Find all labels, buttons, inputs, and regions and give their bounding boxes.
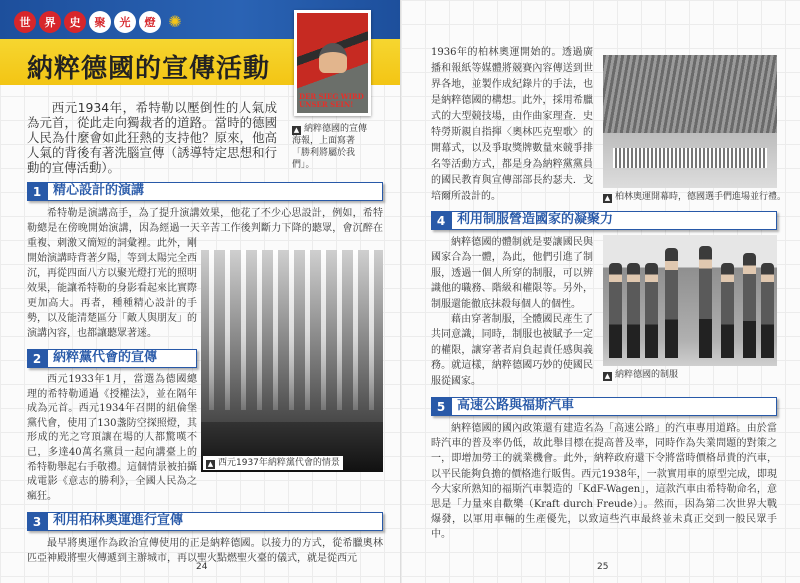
rally-figure (201, 250, 383, 472)
uniform-figure (603, 235, 777, 381)
section-2-text: 西元1933年1月，當選為德國總理的希特勒通過《授權法》，並在隔年成為元首。西元1934年召開的紐倫堡黨代會，使用了130盞防空探照燈，其形成的光之穹頂讓在場的人都驚嘆不已，多達40萬名黨員一起向講臺上的希特勒舉起右手敬禮。這個情景被拍攝成電影《意志的勝利》，全國人民為之瘋狂。 (27, 374, 197, 502)
up-arrow-icon: ▲ (604, 372, 611, 380)
nazi-uniform-photo (603, 235, 777, 366)
section-5-text: 納粹德國的國內政策還有建造名為「高速公路」的汽車專用道路。由於當時汽車的普及率仍低，故此舉目標在提高普及率，同時作為失業問題的對策之一，即增加勞工的就業機會。此外，納粹政府還下令將當時價格昂貴的汽車，以平民能夠負擔的價格進行販售。西元1938年，一款實用車的原型完成，即現今大家所熟知的福斯汽車製造的「KdF-Wagen」，這款汽車由希特勒命名，意思是「力量來自歡樂（Kraft durch Freude）」。然而，因為第二次世界大戰爆發，以軍用車輛的生產優先，以致這些汽車最終並未真正交到一般民眾手中。 (431, 423, 777, 541)
rally-searchlight-photo (201, 250, 383, 472)
uniform-caption: ▲ 納粹德國的制服 (604, 370, 679, 380)
series-badge (14, 11, 186, 33)
up-arrow-icon: ▲ (604, 194, 611, 202)
section-4-text: 納粹德國的體制就是要讓國民與國家合為一體，為此，他們引進了制服，透過一個人所穿的制服，可以辨識他的職務、階級和權限等。另外，制服還能徹底抹殺每個人的個性。 藉由穿著制服，全體國民產生了共同意識，同時，制服也被賦予一定的權限，讓穿著者肩負起責任感與義務。就這樣，納粹德國巧妙的使國民服從國家。 (431, 237, 593, 387)
section-3-text: 最早將奧運作為政治宣傳使用的正是納粹德國。以接力的方式，從希臘奧林匹亞神殿將聖火傳遞到主辦城市，再以聖火點燃聖火臺的儀式，就是從西元 (27, 538, 383, 565)
badge-char: 聚 (89, 11, 111, 33)
up-arrow-icon: ▲ (293, 126, 300, 134)
badge-char: 史 (64, 11, 86, 33)
up-arrow-icon: ▲ (207, 460, 214, 468)
section-3-text-cont: 1936年的柏林奧運開始的。透過廣播和報紙等媒體將競賽內容傳送到世界各地，並製作成紀錄片的手法，也是納粹德國的構想。此外，採用希臘式的大型競技場，由作曲家理查．史特勞斯親自指揮〈奧林匹克聖歌〉的開幕式，以及爭取獎牌數量來競爭排名等活動方式，都是身為納粹黨黨員的國民教育與宣傳部部長約瑟夫．戈培爾所設計的。 (431, 47, 593, 202)
left-content-column (27, 182, 383, 566)
intro-paragraph: 西元1934年，希特勒以壓倒性的人氣成為元首，從此走向獨裁者的道路。當時的德國人民為什麼會如此狂熱的支持他？原來，他高人氣的背後有著洗腦宣傳（誘導特定思想和行動的宣傳活動）。 (27, 100, 277, 175)
section-header-5: 5 高速公路與福斯汽車 (431, 397, 777, 416)
olympics-figure (603, 55, 787, 203)
poster-caption: ▲ 納粹德國的宣傳海報，上面寫著「勝利將屬於我們」。 (292, 124, 368, 170)
section-header-1: 1 精心設計的演講 (27, 182, 383, 201)
section-header-4: 4 利用制服營造國家的凝聚力 (431, 211, 777, 230)
right-content-column (431, 45, 787, 543)
badge-char: 光 (114, 11, 136, 33)
page-number-right: 25 (597, 562, 609, 572)
poster-text: DER SIEG WIRD UNSER SEIN! (299, 92, 364, 109)
section-header-2: 2 納粹黨代會的宣傳 (27, 349, 197, 368)
propaganda-poster-image (294, 10, 371, 116)
badge-char: 界 (39, 11, 61, 33)
page-title: 納粹德國的宣傳活動 (27, 54, 271, 84)
lightbulb-icon: ✺ (168, 12, 182, 31)
right-page (400, 0, 800, 583)
section-1-text: 希特勒是演講高手，為了提升演講效果，他花了不少心思設計，例如，希特勒總是在傍晚開始演講，因為經過一天辛苦工作後判斷力下降的聽眾，會沉醉在重複、刺激又簡短的詞彙裡。此外，剛開始演講時背著夕陽，等到太陽完全西沉，再從四面八方以聚光燈打光的照明效果，能讓希特勒的身影看起來比實際更加高大。再者，種種精心設計的手勢，以及能清楚區分「敵人與朋友」的演講內容，也都讓聽眾著迷。 (27, 208, 383, 339)
section-header-3: 3 利用柏林奧運進行宣傳 (27, 512, 383, 531)
soldier-figure (319, 43, 347, 73)
rally-caption: ▲ 西元1937年納粹黨代會的情景 (203, 456, 343, 470)
olympics-opening-photo (603, 55, 777, 188)
badge-char: 燈 (139, 11, 161, 33)
olympics-caption: ▲ 柏林奧運開幕時，德國選手們進場並行禮。 (604, 192, 787, 202)
page-number-left: 24 (196, 562, 208, 572)
badge-char: 世 (14, 11, 36, 33)
